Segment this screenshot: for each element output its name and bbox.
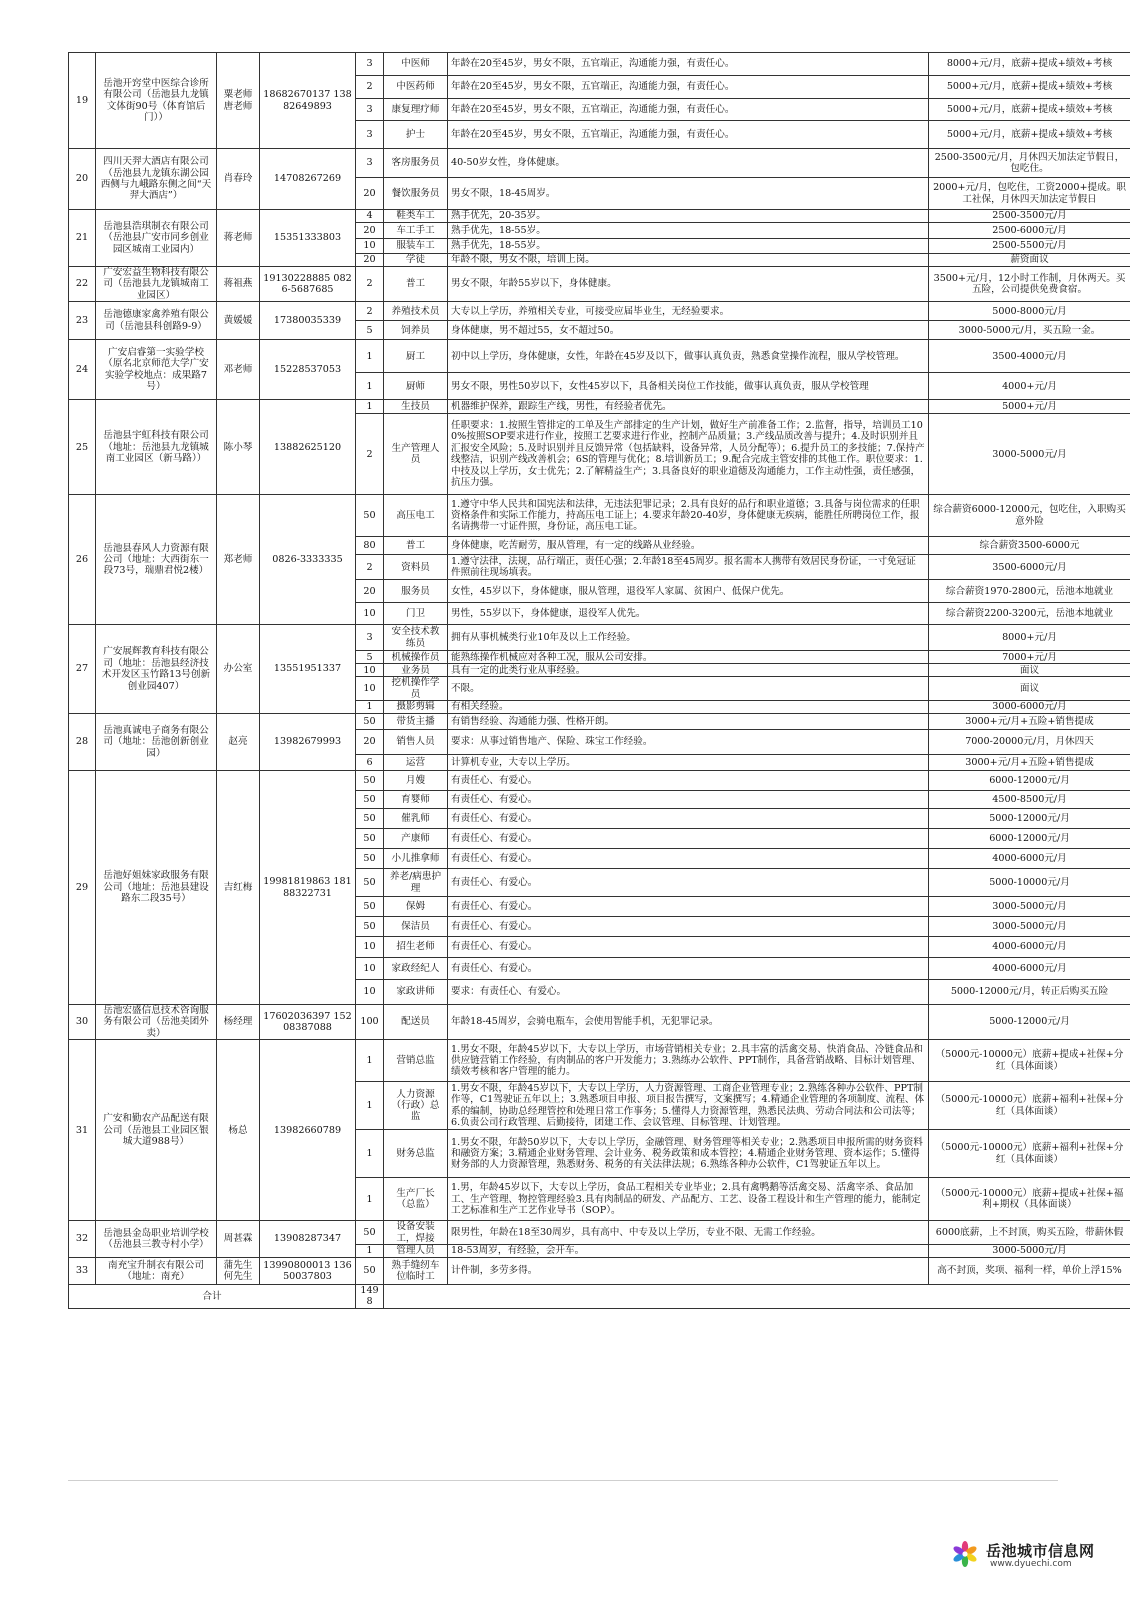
requirement-text: 大专以上学历，养殖相关专业，可接受应届毕业生，无经验要求。 <box>448 302 929 321</box>
headcount: 50 <box>356 809 384 829</box>
salary-text: 5000+元/月，底薪+提成+绩效+考核 <box>929 76 1130 99</box>
company-number: 33 <box>69 1258 96 1285</box>
company-name: 岳池县浩琪制衣有限公司（岳池县广安市同乡创业园区城南工业园内） <box>96 210 217 267</box>
position-name: 摄影剪辑 <box>384 701 448 714</box>
salary-text: 4000-6000元/月 <box>929 849 1130 869</box>
company-name: 广安启睿第一实验学校（原名北京师范大学广安实验学校地点：成果路7号） <box>96 340 217 400</box>
requirement-text: 有责任心、有爱心。 <box>448 771 929 791</box>
company-number: 26 <box>69 495 96 625</box>
headcount: 4 <box>356 210 384 223</box>
total-count: 1498 <box>356 1285 384 1309</box>
position-name: 学徒 <box>384 254 448 267</box>
requirement-text: 1.男女不限，年龄45岁以下，大专以上学历，市场营销相关专业；2.具丰富的活禽交易、快消食品、冷链食品和供应链营销工作经验，有肉制品的客户开发能力；3.熟练办公软件、PPT制作，具备营销战略、目标计划管理、绩效考核和客户管理的能力。 <box>448 1040 929 1082</box>
table-row <box>69 714 1130 730</box>
salary-text: 6000-12000元/月 <box>929 771 1130 791</box>
requirement-text: 男女不限，男性50岁以下，女性45岁以下，具备相关岗位工作技能，做事认真负责，服从学校管理 <box>448 373 929 400</box>
requirement-text: 40-50岁女性，身体健康。 <box>448 149 929 178</box>
table-row <box>69 267 1130 302</box>
contact-person: 粟老师 唐老师 <box>217 53 260 149</box>
salary-text: 5000+元/月 <box>929 400 1130 414</box>
flower-logo-icon <box>950 1540 980 1570</box>
requirement-text: 有责任心、有爱心。 <box>448 958 929 980</box>
headcount: 50 <box>356 771 384 791</box>
total-label: 合计 <box>69 1285 356 1309</box>
requirement-text: 不限。 <box>448 677 929 701</box>
table-row <box>69 771 1130 791</box>
position-name: 餐饮服务员 <box>384 178 448 210</box>
requirement-text: 有销售经验、沟通能力强、性格开朗。 <box>448 714 929 730</box>
contact-phone: 19981819863 18188322731 <box>260 771 356 1005</box>
position-name: 鞋类车工 <box>384 210 448 223</box>
headcount: 50 <box>356 791 384 809</box>
salary-text: 薪资面议 <box>929 254 1130 267</box>
requirement-text: 年龄在20至45岁，男女不限，五官端正，沟通能力强，有责任心。 <box>448 121 929 149</box>
requirement-text: 年龄在20至45岁，男女不限，五官端正，沟通能力强，有责任心。 <box>448 99 929 121</box>
position-name: 保洁员 <box>384 917 448 937</box>
requirement-text: 1.男女不限，年龄50岁以下，大专以上学历，金融管理、财务管理等相关专业；2.熟悉项目申报所需的财务资料和融资方案；3.精通企业财务管理、会计业务、税务政策和成本管控；4.精通企业财务管理、资本运作；5.懂得财务部的人力资源管理，熟悉财务、税务的有关法律法规；6.熟练各种办公软件，C1驾驶证五年以上。 <box>448 1130 929 1178</box>
position-name: 养老/病患护理 <box>384 869 448 897</box>
salary-text: 4000+元/月 <box>929 373 1130 400</box>
contact-phone: 13990800013 13650037803 <box>260 1258 356 1285</box>
salary-text: 4000-6000元/月 <box>929 958 1130 980</box>
headcount: 20 <box>356 730 384 755</box>
requirement-text: 身体健康，吃苦耐劳，服从管理，有一定的线路从业经验。 <box>448 537 929 555</box>
salary-text: 3000-5000元/月 <box>929 1245 1130 1258</box>
contact-phone: 0826-3333335 <box>260 495 356 625</box>
salary-text: 5000-12000元/月 <box>929 809 1130 829</box>
requirement-text: 机器维护保养，跟踪生产线，男性，有经验者优先。 <box>448 400 929 414</box>
company-number: 21 <box>69 210 96 267</box>
contact-person: 蒲先生 何先生 <box>217 1258 260 1285</box>
headcount: 3 <box>356 149 384 178</box>
company-name: 岳池真诚电子商务有限公司（地址：岳池创新创业园） <box>96 714 217 771</box>
salary-text: 综合薪资2200-3200元，岳池本地就业 <box>929 603 1130 625</box>
contact-phone: 15351333803 <box>260 210 356 267</box>
salary-text: 3500+元/月，12小时工作制，月休两天。买五险，公司提供免费食宿。 <box>929 267 1130 302</box>
position-name: 挖机操作学员 <box>384 677 448 701</box>
requirement-text: 男女不限，18-45周岁。 <box>448 178 929 210</box>
position-name: 带货主播 <box>384 714 448 730</box>
position-name: 运营 <box>384 755 448 771</box>
salary-text: 面议 <box>929 664 1130 677</box>
contact-person: 郑老师 <box>217 495 260 625</box>
position-name: 营销总监 <box>384 1040 448 1082</box>
requirement-text: 要求：从事过销售地产、保险、珠宝工作经验。 <box>448 730 929 755</box>
company-name: 岳池县金岛职业培训学校（岳池县三教寺村小学） <box>96 1221 217 1258</box>
position-name: 客房服务员 <box>384 149 448 178</box>
requirement-text: 有责任心、有爱心。 <box>448 937 929 958</box>
requirement-text: 计算机专业，大专以上学历。 <box>448 755 929 771</box>
salary-text: 3000-5000元/月 <box>929 917 1130 937</box>
company-number: 31 <box>69 1040 96 1221</box>
contact-phone: 15228537053 <box>260 340 356 400</box>
salary-text: 3000-6000元/月 <box>929 701 1130 714</box>
total-row <box>69 1285 1130 1309</box>
headcount: 20 <box>356 178 384 210</box>
salary-text: （5000元-10000元）底薪+福利+社保+分红（具体面谈） <box>929 1130 1130 1178</box>
headcount: 1 <box>356 1082 384 1130</box>
salary-text: 高不封顶，奖项、福利一样，单价上浮15% <box>929 1258 1130 1285</box>
headcount: 1 <box>356 373 384 400</box>
headcount: 6 <box>356 755 384 771</box>
company-name: 广安宏益生物科技有限公司（岳池县九龙镇城南工业园区） <box>96 267 217 302</box>
company-number: 23 <box>69 302 96 340</box>
site-watermark <box>950 1538 1122 1574</box>
position-name: 中医药师 <box>384 76 448 99</box>
headcount: 5 <box>356 651 384 664</box>
table-row <box>69 302 1130 321</box>
requirement-text: 计件制，多劳多得。 <box>448 1258 929 1285</box>
job-listing-sheet <box>68 52 1130 1309</box>
position-name: 车工手工 <box>384 223 448 239</box>
position-name: 保姆 <box>384 897 448 917</box>
company-number: 19 <box>69 53 96 149</box>
headcount: 3 <box>356 625 384 651</box>
company-name: 广安和勤农产品配送有限公司（岳池县工业园区银城大道988号） <box>96 1040 217 1221</box>
requirement-text: 任职要求：1.按照生管排定的工单及生产部排定的生产计划，做好生产前准备工作；2.监督，指导，培训员工100%按照SOP要求进行作业，按照工艺要求进行作业，控制产品质量；3.产线品质改善与提升；4.及时识别并且汇报安全风险；5.及时识别并且反馈异常（包括缺料，设备异常，人员分配等）；6.提升员工的多技能；7.保持产线整洁，识别产线改善机会；6S的管理与优化；8.培训新员工；9.配合完成主管安排的其他工作。职位要求：1.中技及以上学历，女士优先；2.了解精益生产；3.具备良好的职业道德及沟通能力，工作主动性强，责任感强，抗压力强。 <box>448 414 929 495</box>
contact-phone: 13908287347 <box>260 1221 356 1258</box>
headcount: 50 <box>356 897 384 917</box>
headcount: 10 <box>356 937 384 958</box>
position-name: 育婴师 <box>384 791 448 809</box>
company-number: 29 <box>69 771 96 1005</box>
salary-text: 4000-6000元/月 <box>929 937 1130 958</box>
table-row <box>69 400 1130 414</box>
requirement-text: 1.遵守法律，法规，品行端正，责任心强；2.年龄18至45周岁。报名需本人携带有效居民身份证，一寸免冠证件照前往现场填表。 <box>448 555 929 580</box>
contact-phone: 13982660789 <box>260 1040 356 1221</box>
company-name: 广安展辉教育科技有限公司（地址：岳池县经济技术开发区玉竹路13号创新创业园407） <box>96 625 217 714</box>
headcount: 1 <box>356 340 384 373</box>
position-name: 康复理疗师 <box>384 99 448 121</box>
salary-text: 2500-5500元/月 <box>929 239 1130 254</box>
position-name: 配送员 <box>384 1005 448 1040</box>
salary-text: 2000+元/月，包吃住，工资2000+提成。职工社保，月休四天加法定节假日 <box>929 178 1130 210</box>
position-name: 厨工 <box>384 340 448 373</box>
headcount: 3 <box>356 99 384 121</box>
requirement-text: 有责任心、有爱心。 <box>448 809 929 829</box>
position-name: 月嫂 <box>384 771 448 791</box>
salary-text: 3500-4000元/月 <box>929 340 1130 373</box>
headcount: 20 <box>356 254 384 267</box>
headcount: 50 <box>356 714 384 730</box>
headcount: 50 <box>356 829 384 849</box>
salary-text: 3000+元/月+五险+销售提成 <box>929 714 1130 730</box>
salary-text: 5000+元/月，底薪+提成+绩效+考核 <box>929 121 1130 149</box>
position-name: 厨师 <box>384 373 448 400</box>
headcount: 1 <box>356 1040 384 1082</box>
position-name: 生技员 <box>384 400 448 414</box>
requirement-text: 有责任心、有爱心。 <box>448 869 929 897</box>
requirement-text: 女性，45岁以下，身体健康，服从管理，退役军人家属、贫困户、低保户优先。 <box>448 580 929 603</box>
position-name: 招生老师 <box>384 937 448 958</box>
position-name: 管理人员 <box>384 1245 448 1258</box>
position-name: 销售人员 <box>384 730 448 755</box>
company-name: 岳池县宇虹科技有限公司（地址：岳池县九龙镇城南工业园区（新马路）） <box>96 400 217 495</box>
headcount: 50 <box>356 495 384 537</box>
contact-person: 杨总 <box>217 1040 260 1221</box>
position-name: 门卫 <box>384 603 448 625</box>
watermark-url: www.dyuechi.com <box>990 1559 1072 1569</box>
contact-phone: 13551951337 <box>260 625 356 714</box>
position-name: 财务总监 <box>384 1130 448 1178</box>
contact-person: 蒋老师 <box>217 210 260 267</box>
contact-person: 杨经理 <box>217 1005 260 1040</box>
position-name: 机械操作员 <box>384 651 448 664</box>
company-number: 25 <box>69 400 96 495</box>
requirement-text: 18-53周岁，有经验，会开车。 <box>448 1245 929 1258</box>
requirement-text: 熟手优先，18-55岁。 <box>448 239 929 254</box>
contact-phone: 18682670137 13882649893 <box>260 53 356 149</box>
company-name: 岳池宏盛信息技术咨询服务有限公司（岳池美团外卖） <box>96 1005 217 1040</box>
requirement-text: 有相关经验。 <box>448 701 929 714</box>
position-name: 催乳师 <box>384 809 448 829</box>
position-name: 生产厂长（总监） <box>384 1178 448 1221</box>
headcount: 2 <box>356 267 384 302</box>
requirement-text: 有责任心、有爱心。 <box>448 849 929 869</box>
table-row <box>69 495 1130 537</box>
requirement-text: 能熟练操作机械应对各种工况，服从公司安排。 <box>448 651 929 664</box>
company-name: 南充宝升制衣有限公司（地址：南充） <box>96 1258 217 1285</box>
table-row <box>69 340 1130 373</box>
company-name: 岳池开窍堂中医综合诊所有限公司（岳池县九龙镇文体街90号（体育馆后门）） <box>96 53 217 149</box>
position-name: 普工 <box>384 267 448 302</box>
salary-text: 8000+元/月 <box>929 625 1130 651</box>
requirement-text: 男女不限，年龄55岁以下，身体健康。 <box>448 267 929 302</box>
requirement-text: 有责任心、有爱心。 <box>448 897 929 917</box>
headcount: 1 <box>356 400 384 414</box>
salary-text: 8000+元/月，底薪+提成+绩效+考核 <box>929 53 1130 76</box>
position-name: 生产管理人员 <box>384 414 448 495</box>
salary-text: 3500-6000元/月 <box>929 555 1130 580</box>
salary-text: 5000-12000元/月 <box>929 1005 1130 1040</box>
headcount: 3 <box>356 53 384 76</box>
requirement-text: 拥有从事机械类行业10年及以上工作经验。 <box>448 625 929 651</box>
headcount: 1 <box>356 1178 384 1221</box>
table-row <box>69 1221 1130 1245</box>
position-name: 高压电工 <box>384 495 448 537</box>
contact-person: 赵亮 <box>217 714 260 771</box>
requirement-text: 年龄18-45周岁，会骑电瓶车，会使用智能手机，无犯罪记录。 <box>448 1005 929 1040</box>
requirement-text: 有责任心、有爱心。 <box>448 829 929 849</box>
table-row <box>69 210 1130 223</box>
contact-phone: 17602036397 15208387088 <box>260 1005 356 1040</box>
salary-text: （5000元-10000元）底薪+福利+社保+分红（具体面谈） <box>929 1082 1130 1130</box>
salary-text: 2500-3500元/月 <box>929 210 1130 223</box>
contact-person: 周甚霖 <box>217 1221 260 1258</box>
salary-text: 5000+元/月，底薪+提成+绩效+考核 <box>929 99 1130 121</box>
headcount: 20 <box>356 223 384 239</box>
total-blank <box>384 1285 1130 1309</box>
contact-phone: 14708267269 <box>260 149 356 210</box>
headcount: 50 <box>356 849 384 869</box>
contact-person: 黄媛媛 <box>217 302 260 340</box>
salary-text: 3000+元/月+五险+销售提成 <box>929 755 1130 771</box>
requirement-text: 1.男，年龄45岁以下，大专以上学历，食品工程相关专业毕业；2.具有禽鸭鹅等活禽交易、活禽宰杀、食品加工、生产管理、物控管理经验3.具有肉制品的研发、产品配方、工艺、设备工程设计和生产管理的能力，能制定工艺标准和生产工艺作业导书（SOP）。 <box>448 1178 929 1221</box>
salary-text: 6000底薪，上不封顶，购买五险，带薪休假 <box>929 1221 1130 1245</box>
contact-person: 肖春玲 <box>217 149 260 210</box>
requirement-text: 具有一定的此类行业从事经验。 <box>448 664 929 677</box>
salary-text: 面议 <box>929 677 1130 701</box>
position-name: 饲养员 <box>384 321 448 340</box>
page-bottom-divider <box>68 1480 1058 1481</box>
headcount: 50 <box>356 1221 384 1245</box>
job-listing-table <box>68 52 1130 1309</box>
company-number: 28 <box>69 714 96 771</box>
position-name: 设备安装工，焊接 <box>384 1221 448 1245</box>
table-row <box>69 625 1130 651</box>
salary-text: 3000-5000元/月 <box>929 414 1130 495</box>
position-name: 中医师 <box>384 53 448 76</box>
headcount: 10 <box>356 677 384 701</box>
position-name: 服装车工 <box>384 239 448 254</box>
requirement-text: 1.男女不限，年龄45岁以下，大专以上学历，人力资源管理、工商企业管理专业；2.熟练各种办公软件、PPT制作等，C1驾驶证五年以上；3.熟悉项目申报、项目报告撰写，文案撰写；4.精通企业管理的各项制度、流程、体系的编制，协助总经理管控和处理日常工作事务；5.懂得人力资源管理，熟悉民法典、劳动合同法和公司法等；6.负责公司行政管理、后勤接待，团建工作、会议管理、目标管理、计划管理。 <box>448 1082 929 1130</box>
position-name: 人力资源（行政）总监 <box>384 1082 448 1130</box>
salary-text: 5000-12000元/月，转正后购买五险 <box>929 980 1130 1005</box>
position-name: 养殖技术员 <box>384 302 448 321</box>
salary-text: 7000-20000元/月，月休四天 <box>929 730 1130 755</box>
requirement-text: 年龄在20至45岁，男女不限，五官端正，沟通能力强，有责任心。 <box>448 76 929 99</box>
headcount: 50 <box>356 869 384 897</box>
requirement-text: 熟手优先，20-35岁。 <box>448 210 929 223</box>
requirement-text: 要求：有责任心、有爱心。 <box>448 980 929 1005</box>
contact-phone: 17380035339 <box>260 302 356 340</box>
company-number: 32 <box>69 1221 96 1258</box>
requirement-text: 熟手优先，18-55岁。 <box>448 223 929 239</box>
headcount: 2 <box>356 555 384 580</box>
table-row <box>69 1258 1130 1285</box>
requirement-text: 限男性，年龄在18至30周岁，具有高中、中专及以上学历，专业不限、无需工作经验。 <box>448 1221 929 1245</box>
headcount: 1 <box>356 1245 384 1258</box>
headcount: 10 <box>356 603 384 625</box>
headcount: 20 <box>356 580 384 603</box>
position-name: 护士 <box>384 121 448 149</box>
company-number: 24 <box>69 340 96 400</box>
salary-text: 3000-5000元/月 <box>929 897 1130 917</box>
salary-text: 4500-8500元/月 <box>929 791 1130 809</box>
position-name: 产康师 <box>384 829 448 849</box>
position-name: 家政讲师 <box>384 980 448 1005</box>
position-name: 普工 <box>384 537 448 555</box>
requirement-text: 年龄在20至45岁，男女不限，五官端正，沟通能力强，有责任心。 <box>448 53 929 76</box>
contact-person: 陈小琴 <box>217 400 260 495</box>
position-name: 小儿推拿师 <box>384 849 448 869</box>
watermark-brand: 岳池城市信息网 <box>986 1542 1095 1560</box>
contact-phone: 13882625120 <box>260 400 356 495</box>
table-row <box>69 1040 1130 1082</box>
contact-phone: 13982679993 <box>260 714 356 771</box>
table-row <box>69 53 1130 76</box>
requirement-text: 有责任心、有爱心。 <box>448 917 929 937</box>
requirement-text: 年龄不限，男女不限，培训上岗。 <box>448 254 929 267</box>
contact-person: 吉红梅 <box>217 771 260 1005</box>
requirement-text: 初中以上学历，身体健康，女性，年龄在45岁及以下，做事认真负责，熟悉食堂操作流程，服从学校管理。 <box>448 340 929 373</box>
requirement-text: 有责任心、有爱心。 <box>448 791 929 809</box>
salary-text: 综合薪资1970-2800元，岳池本地就业 <box>929 580 1130 603</box>
contact-person: 邓老师 <box>217 340 260 400</box>
salary-text: 3000-5000元/月，买五险一金。 <box>929 321 1130 340</box>
table-row <box>69 149 1130 178</box>
headcount: 5 <box>356 321 384 340</box>
headcount: 100 <box>356 1005 384 1040</box>
headcount: 1 <box>356 1130 384 1178</box>
headcount: 10 <box>356 239 384 254</box>
position-name: 服务员 <box>384 580 448 603</box>
headcount: 3 <box>356 121 384 149</box>
headcount: 10 <box>356 664 384 677</box>
salary-text: （5000元-10000元）底薪+提成+社保+福利+期权（具体面谈） <box>929 1178 1130 1221</box>
headcount: 2 <box>356 302 384 321</box>
requirement-text: 男性，55岁以下，身体健康，退役军人优先。 <box>448 603 929 625</box>
headcount: 80 <box>356 537 384 555</box>
headcount: 10 <box>356 980 384 1005</box>
contact-person: 蒋祖燕 <box>217 267 260 302</box>
headcount: 10 <box>356 958 384 980</box>
salary-text: 综合薪资3500-6000元 <box>929 537 1130 555</box>
company-name: 岳池德康家禽养殖有限公司（岳池县科创路9-9） <box>96 302 217 340</box>
salary-text: 2500-3500元/月，月休四天加法定节假日，包吃住。 <box>929 149 1130 178</box>
position-name: 安全技术教练员 <box>384 625 448 651</box>
salary-text: 5000-8000元/月 <box>929 302 1130 321</box>
requirement-text: 1.遵守中华人民共和国宪法和法律，无违法犯罪记录；2.具有良好的品行和职业道德；3.具备与岗位需求的任职资格条件和实际工作能力，持高压电工证上；4.要求年龄20-40岁，身体健康无疾病，能胜任所聘岗位工作，报名请携带一寸证件照，身份证，高压电工证。 <box>448 495 929 537</box>
company-number: 30 <box>69 1005 96 1040</box>
company-number: 20 <box>69 149 96 210</box>
salary-text: 5000-10000元/月 <box>929 869 1130 897</box>
headcount: 1 <box>356 701 384 714</box>
company-number: 27 <box>69 625 96 714</box>
salary-text: 7000+元/月 <box>929 651 1130 664</box>
position-name: 业务员 <box>384 664 448 677</box>
position-name: 资料员 <box>384 555 448 580</box>
position-name: 熟手缝纫车位临时工 <box>384 1258 448 1285</box>
table-row <box>69 1005 1130 1040</box>
requirement-text: 身体健康，男不超过55，女不超过50。 <box>448 321 929 340</box>
headcount: 2 <box>356 414 384 495</box>
company-name: 岳池县春风人力资源有限公司（地址：大西街东一段73号，瑞鼎君悦2楼） <box>96 495 217 625</box>
position-name: 家政经纪人 <box>384 958 448 980</box>
headcount: 50 <box>356 917 384 937</box>
salary-text: 6000-12000元/月 <box>929 829 1130 849</box>
company-number: 22 <box>69 267 96 302</box>
company-name: 岳池好姐妹家政服务有限公司（地址：岳池县建设路东二段35号） <box>96 771 217 1005</box>
headcount: 2 <box>356 76 384 99</box>
company-name: 四川天羿大酒店有限公司（岳池县九龙镇东湖公园西侧与九峨路东侧之间“天羿大酒店”） <box>96 149 217 210</box>
salary-text: 2500-6000元/月 <box>929 223 1130 239</box>
salary-text: （5000元-10000元）底薪+提成+社保+分红（具体面谈） <box>929 1040 1130 1082</box>
headcount: 50 <box>356 1258 384 1285</box>
contact-person: 办公室 <box>217 625 260 714</box>
salary-text: 综合薪资6000-12000元，包吃住，入职购买意外险 <box>929 495 1130 537</box>
contact-phone: 19130228885 0826-5687685 <box>260 267 356 302</box>
